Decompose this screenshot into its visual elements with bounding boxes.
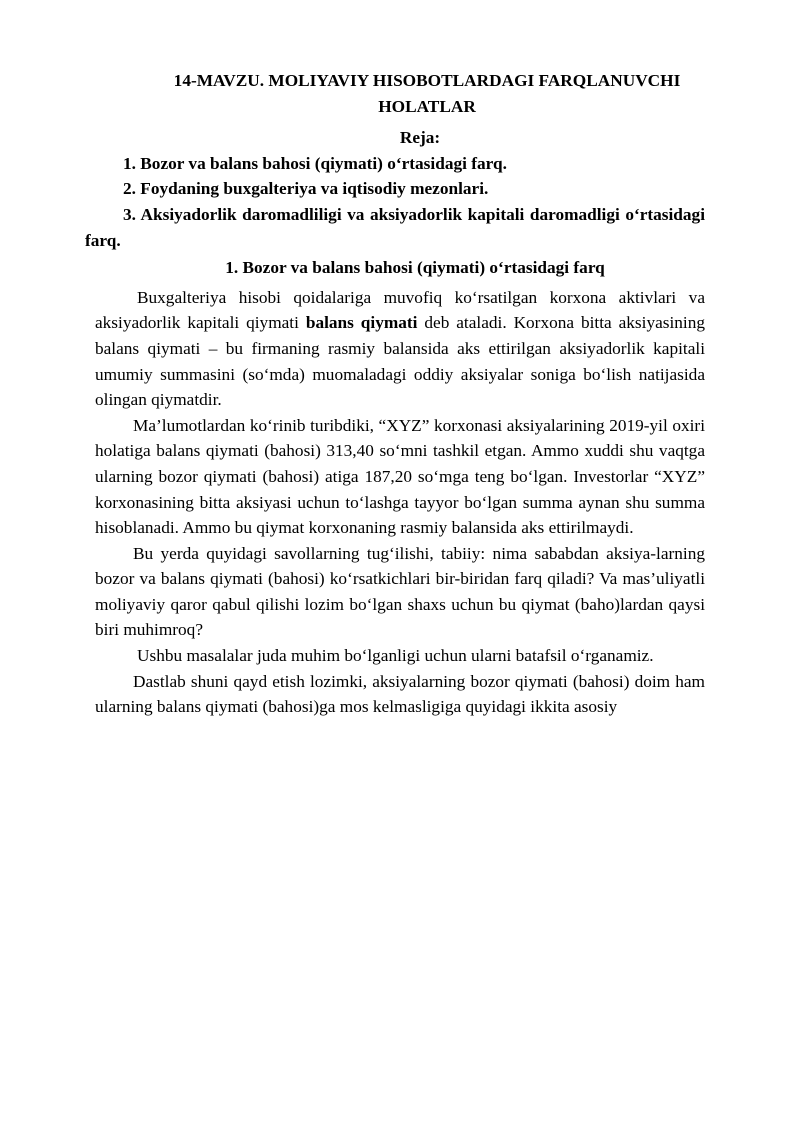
plan-item: 3. Aksiyadorlik daromadliligi va aksiyadorlik kapitali daromadligi o‘rtasidagi farq.	[85, 204, 705, 250]
document-page	[85, 68, 705, 720]
plan-heading: Reja:	[399, 128, 441, 148]
title-line-2: HOLATLAR	[378, 96, 476, 116]
paragraph-1-end: deb ataladi. Korxona bitta aksiyasining balans qiymati – bu firmaning rasmiy balansida aks ettirilgan aksiyadorlik kapitali umumiy summasini (so‘mda) muomaladagi oddiy aksiyalar soniga bo‘lish natijasida olingan qiymatdir.	[95, 313, 705, 410]
paragraph-1-start: Buxgalteriya hisobi qoidalariga muvofiq ko‘rsatilgan korxona aktivlari va aksiyadorlik kapitali qiymati	[95, 287, 705, 333]
paragraph-5: Dastlab shuni qayd etish lozimki, aksiyalarning bozor qiymati (bahosi) doim ham ularning balans qiymati (bahosi)ga mos kelmasligiga quyidagi ikkita asosiy	[95, 671, 705, 717]
plan-list	[85, 151, 705, 253]
section-heading: 1. Bozor va balans bahosi (qiymati) o‘rtasidagi farq	[225, 258, 605, 278]
term-balans-qiymati: balans qiymati	[305, 313, 418, 333]
paragraph-3: Bu yerda quyidagi savollarning tug‘ilishi, tabiiy: nima sababdan aksiya-larning bozor va balans qiymati (bahosi) ko‘rsatkichlari bir-biridan farq qiladi? Va mas’uliyatli moliyaviy qaror qabul qilishi lozim bo‘lgan shaxs uchun bu qiymat (baho)lardan qaysi biri muhimroq?	[95, 543, 705, 640]
paragraph-4: Ushbu masalalar juda muhim bo‘lganligi uchun ularni batafsil o‘rganamiz.	[137, 646, 654, 666]
title-line-1: 14-MAVZU. MOLIYAVIY HISOBOTLARDAGI FARQLANUVCHI	[173, 71, 681, 90]
paragraph-2: Ma’lumotlardan ko‘rinib turibdiki, “XYZ” korxonasi aksiyalarining 2019-yil oxiri holatiga balans qiymati (bahosi) 313,40 so‘mni tashkil etgan. Ammo xuddi shu vaqtga ularning bozor qiymati (bahosi) atiga 187,20 so‘mga teng bo‘lgan. Investorlar “XYZ” korxonasining bitta aksiyasi uchun to‘lashga tayyor bo‘lgan summa aynan shu summa hisoblanadi. Ammo bu qiymat korxonaning rasmiy balansida aks ettirilmaydi.	[95, 415, 705, 538]
plan-item: 1. Bozor va balans bahosi (qiymati) o‘rtasidagi farq.	[123, 153, 507, 173]
document-title	[95, 68, 705, 119]
paragraph-1	[95, 285, 705, 413]
plan-item: 2. Foydaning buxgalteriya va iqtisodiy mezonlari.	[123, 179, 489, 199]
